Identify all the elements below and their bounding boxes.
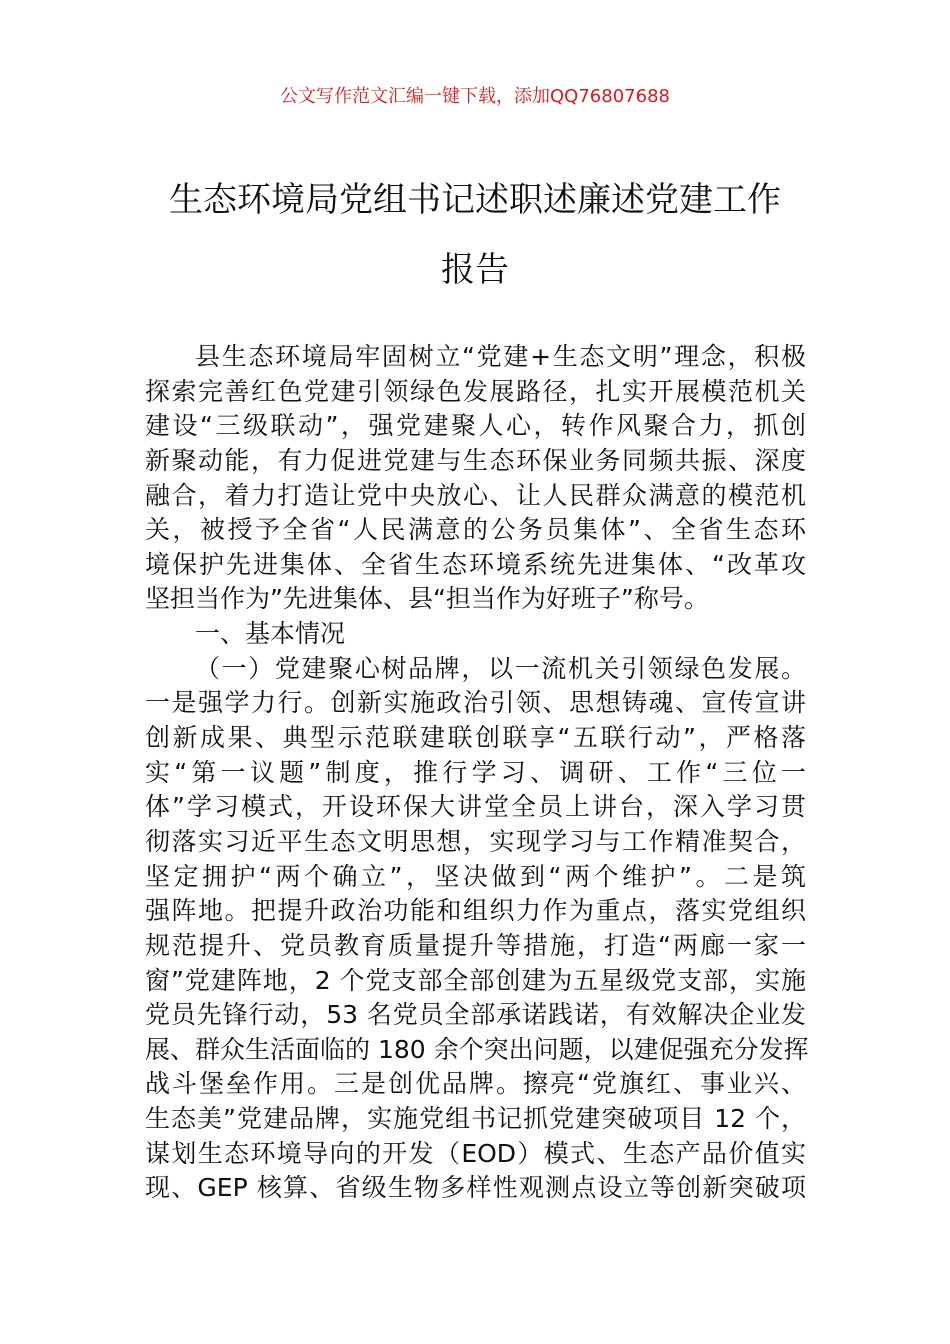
document-title-continued: 报告 — [441, 250, 509, 290]
text-line: 实“第一议题”制度，推行学习、调研、工作“三位一 — [145, 757, 806, 787]
text-line: 一、基本情况 — [195, 619, 346, 649]
text-line: 一是强学力行。创新实施政治引领、思想铸魂、宣传宣讲 — [145, 688, 806, 718]
text-line: 县生态环境局牢固树立“党建+生态文明”理念，积极 — [195, 342, 806, 371]
watermark-header: 公文写作范文汇编一键下载，添加QQ76807688 — [280, 86, 670, 107]
text-line: 建设“三级联动”，强党建聚人心，转作风聚合力，抓创 — [145, 411, 806, 441]
document-title: 生态环境局党组书记述职述廉述党建工作 — [169, 180, 781, 220]
text-line: 谋划生态环境导向的开发（EOD）模式、生态产品价值实 — [145, 1138, 806, 1168]
text-line: 融合，着力打造让党中央放心、让人民群众满意的模范机 — [145, 480, 806, 510]
text-line: 党员先锋行动，53 名党员全部承诺践诺，有效解决企业发 — [145, 1000, 806, 1030]
text-line: 坚定拥护“两个确立”，坚决做到“两个维护”。二是筑 — [145, 861, 806, 891]
text-line: 体”学习模式，开设环保大讲堂全员上讲台，深入学习贯 — [145, 792, 806, 822]
text-line: 探索完善红色党建引领绿色发展路径，扎实开展模范机关 — [145, 376, 806, 406]
text-line: 生态美”党建品牌，实施党组书记抓党建突破项目 12 个， — [145, 1104, 806, 1134]
text-line: 境保护先进集体、全省生态环境系统先进集体、“改革攻 — [145, 549, 806, 579]
text-line: 坚担当作为”先进集体、县“担当作为好班子”称号。 — [145, 584, 709, 614]
text-line: 关，被授予全省“人民满意的公务员集体”、全省生态环 — [145, 515, 806, 545]
text-line: 展、群众生活面临的 180 余个突出问题，以建促强充分发挥 — [145, 1034, 809, 1064]
text-line: 强阵地。把提升政治功能和组织力作为重点，落实党组织 — [145, 896, 806, 926]
text-line: 创新成果、典型示范联建联创联享“五联行动”，严格落 — [145, 723, 806, 753]
text-line: 新聚动能，有力促进党建与生态环保业务同频共振、深度 — [145, 445, 806, 475]
document-body — [145, 340, 809, 1206]
text-line: 彻落实习近平生态文明思想，实现学习与工作精准契合， — [145, 826, 806, 856]
text-line: 窗”党建阵地，2 个党支部全部创建为五星级党支部，实施 — [145, 965, 806, 995]
text-line: （一）党建聚心树品牌，以一流机关引领绿色发展。 — [195, 653, 806, 683]
text-line: 现、GEP 核算、省级生物多样性观测点设立等创新突破项 — [145, 1173, 806, 1203]
text-line: 规范提升、党员教育质量提升等措施，打造“两廊一家一 — [145, 930, 806, 960]
text-line: 战斗堡垒作用。三是创优品牌。擦亮“党旗红、事业兴、 — [145, 1069, 806, 1099]
